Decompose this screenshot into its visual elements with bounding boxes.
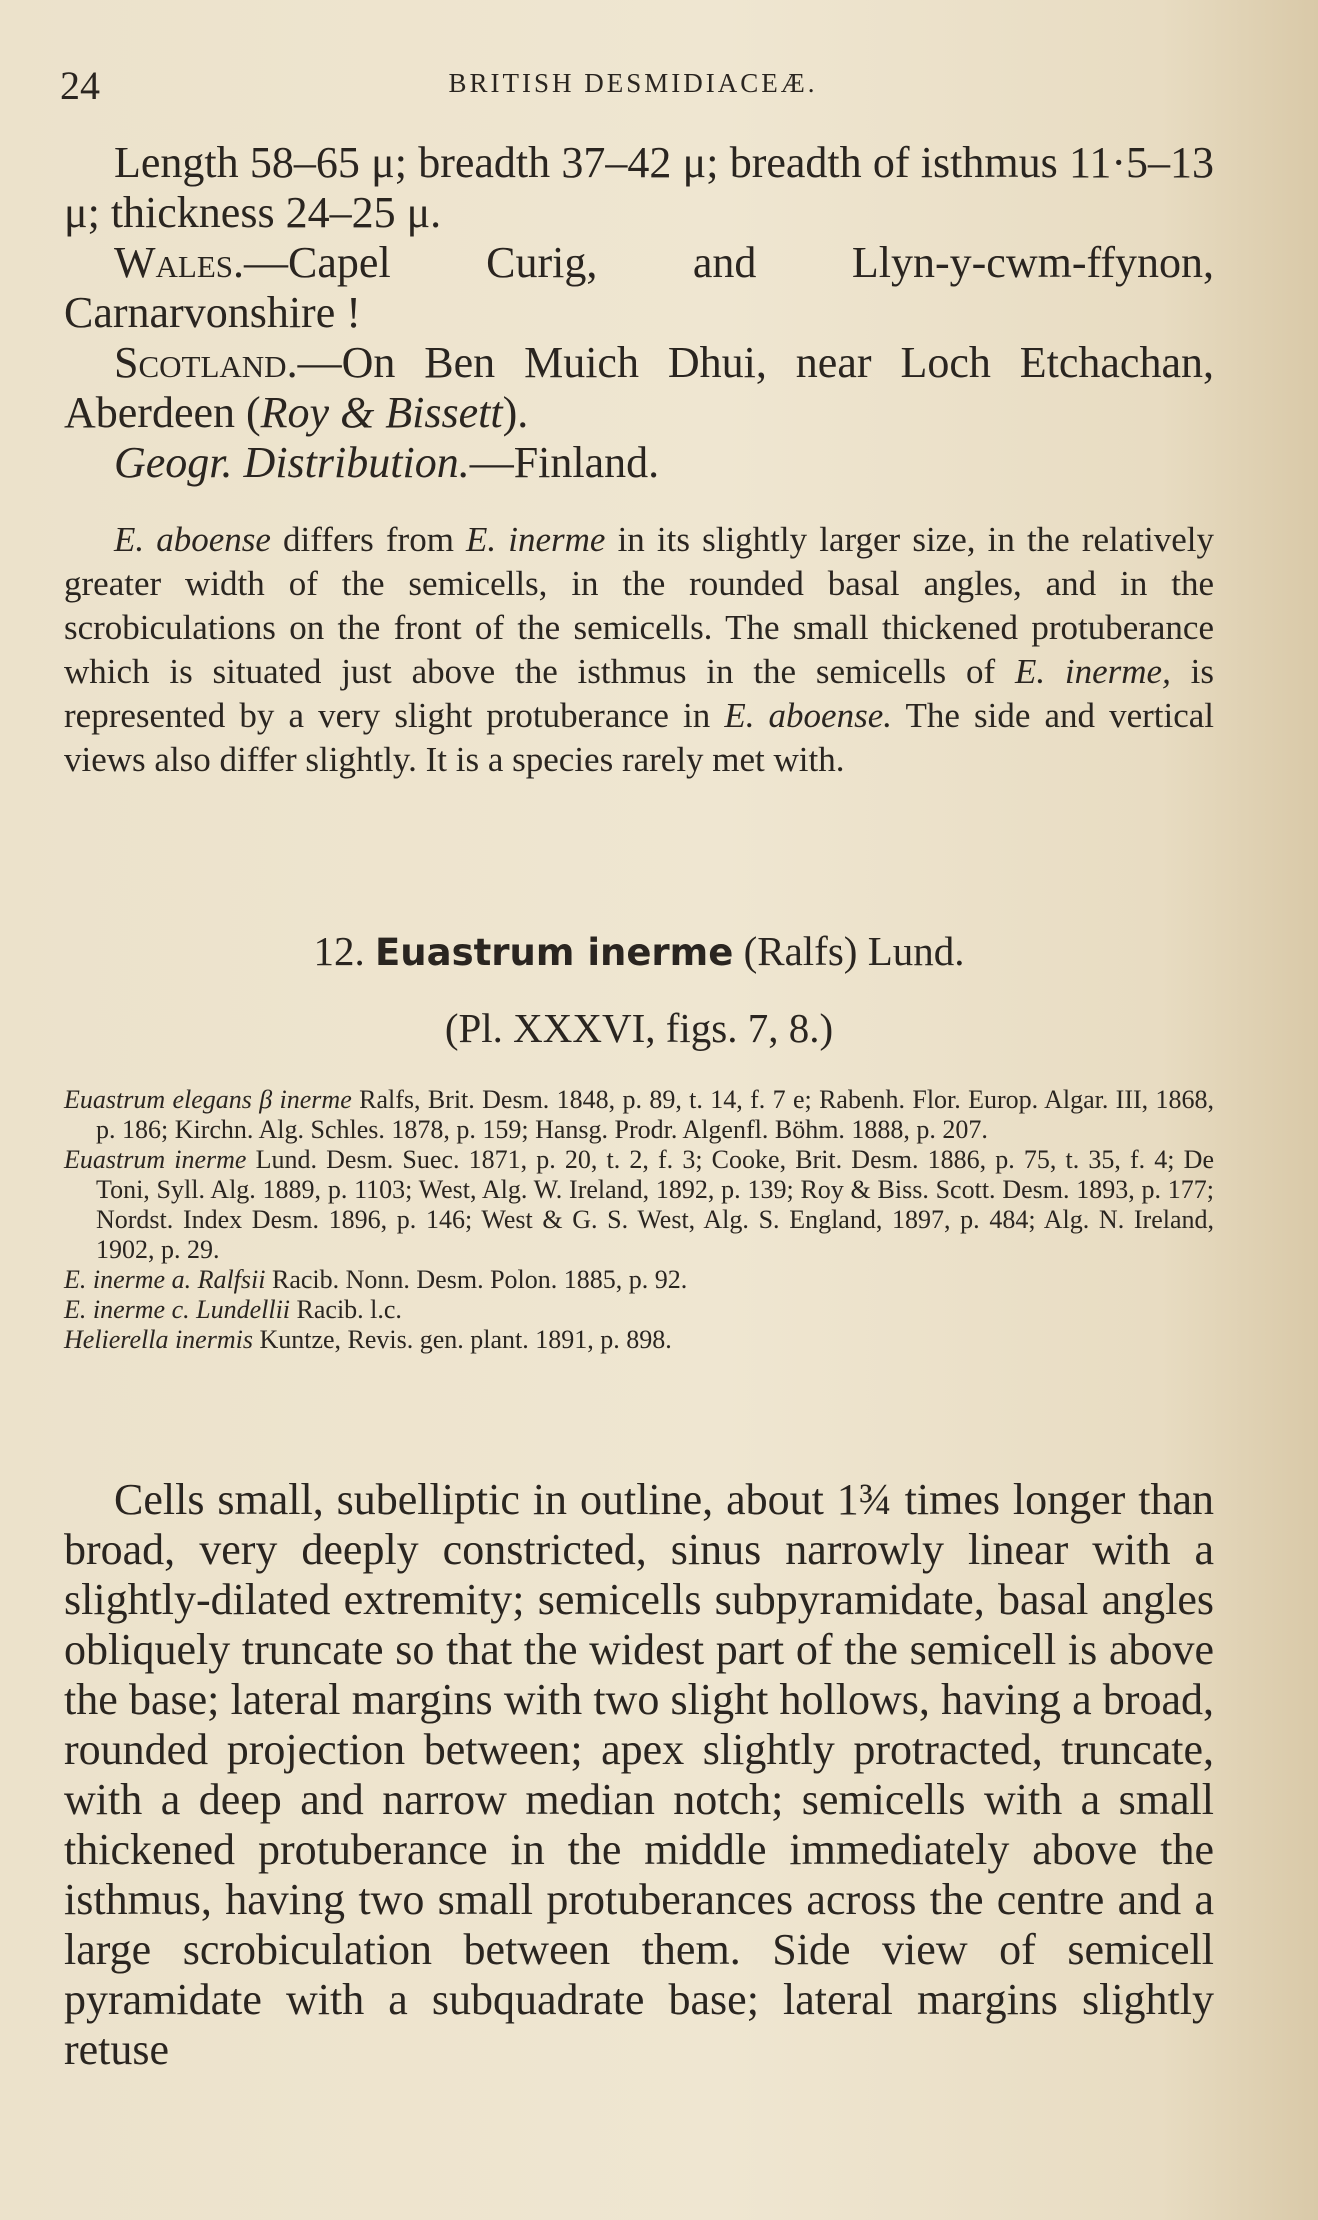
note-species-4: E. aboense.: [724, 696, 893, 735]
species-name: Euastrum inerme: [375, 931, 734, 974]
plate-reference: (Pl. XXXVI, figs. 7, 8.): [444, 1005, 834, 1051]
synonym-reference: Kuntze, Revis. gen. plant. 1891, p. 898.: [252, 1325, 672, 1354]
measurements-block: [64, 138, 1214, 488]
scotland-paragraph: [64, 338, 1214, 438]
synonym-reference: Ralfs, Brit. Desm. 1848, p. 89, t. 14, f. 7 e; Rabenh. Flor. Europ. Algar. III, 1868, p. 186; Kirchn. Alg. Schles. 1878, p. 159; Hansg. Prodr. Algenfl. Böhm. 1888, p. 207.: [96, 1085, 1215, 1144]
page-header: [58, 62, 1208, 112]
note-text-4: The side and vertical views also differ slightly. It is a species rarely met with.: [64, 696, 1214, 779]
comparison-note: [64, 518, 1214, 782]
synonym-entry: [64, 1325, 1214, 1355]
description-block: [64, 1475, 1214, 2075]
running-title: BRITISH DESMIDIACEÆ.: [448, 68, 818, 98]
description-paragraph: Cells small, subelliptic in outline, about 1¾ times longer than broad, very deeply constricted, sinus narrowly linear with a slightly-dilated extremity; semicells subpyramidate, basal angles obliquely truncate so that the widest part of the semicell is above the base; lateral margins with two slight hollows, having a broad, rounded projection between; apex slightly protracted, truncate, with a deep and narrow median notch; semicells with a small thickened protuberance in the middle immediately above the isthmus, having two small protuberances across the centre and a large scrobiculation between them. Side view of semicell pyramidate with a subquadrate base; lateral margins slightly retuse: [64, 1475, 1214, 2074]
note-text-1: differs from: [270, 520, 467, 559]
wales-paragraph: [64, 238, 1214, 338]
synonym-name: E. inerme a. Ralfsii: [64, 1265, 266, 1294]
scotland-label: Scotland.: [114, 338, 298, 387]
distribution-paragraph: [64, 438, 1214, 488]
distribution-label: Geogr. Distribution.: [114, 438, 470, 487]
scotland-close: ).: [502, 388, 529, 437]
wales-text: —Capel Curig, and Llyn-y-cwm-ffynon, Carnarvonshire !: [64, 238, 1214, 337]
species-number: 12.: [313, 928, 365, 974]
synonym-entry: [64, 1145, 1214, 1265]
synonym-entry: [64, 1295, 1214, 1325]
synonym-reference: Racib. Nonn. Desm. Polon. 1885, p. 92.: [265, 1265, 688, 1294]
note-species-3: E. inerme,: [1014, 652, 1171, 691]
species-authority: (Ralfs) Lund.: [743, 928, 965, 974]
wales-label: Wales.: [114, 238, 245, 287]
synonym-reference: Racib. l.c.: [290, 1295, 402, 1324]
note-species-2: E. inerme: [466, 520, 606, 559]
synonym-reference: Lund. Desm. Suec. 1871, p. 20, t. 2, f. 3; Cooke, Brit. Desm. 1886, p. 75, t. 35, f. 4; De Toni, Syll. Alg. 1889, p. 1103; West, Alg. W. Ireland, 1892, p. 139; Roy & Biss. Scott. Desm. 1893, p. 177; Nordst. Index Desm. 1896, p. 146; West & G. S. West, Alg. S. England, 1897, p. 484; Alg. N. Ireland, 1902, p. 29.: [96, 1145, 1214, 1264]
species-heading: [64, 926, 1214, 978]
synonym-name: E. inerme c. Lundellii: [64, 1295, 291, 1324]
scotland-text: —On Ben Muich Dhui, near Loch Etchachan, Aberdeen (: [64, 338, 1214, 437]
synonym-name: Helierella inermis: [64, 1325, 253, 1354]
note-text-2: in its slightly larger size, in the relatively greater width of the semicells, in the rounded basal angles, and in the scrobiculations on the front of the semicells. The small thickened protuberance which is situated just above the isthmus in the semicells of: [64, 520, 1214, 691]
distribution-text: —Finland.: [469, 438, 660, 487]
synonymy-block: [64, 1085, 1214, 1355]
page-number: 24: [60, 63, 100, 108]
synonym-entry: [64, 1265, 1214, 1295]
synonym-entry: [64, 1085, 1214, 1145]
note-paragraph: [64, 518, 1214, 782]
dimensions-paragraph: Length 58–65 μ; breadth 37–42 μ; breadth of isthmus 11·5–13 μ; thickness 24–25 μ.: [64, 138, 1214, 237]
scotland-authority: Roy & Bissett: [260, 388, 503, 437]
synonym-name: Euastrum inerme: [64, 1145, 247, 1174]
note-species-1: E. aboense: [114, 520, 271, 559]
synonym-name: Euastrum elegans β inerme: [64, 1085, 352, 1114]
note-text-3: is represented by a very slight protuberance in: [64, 652, 1214, 735]
